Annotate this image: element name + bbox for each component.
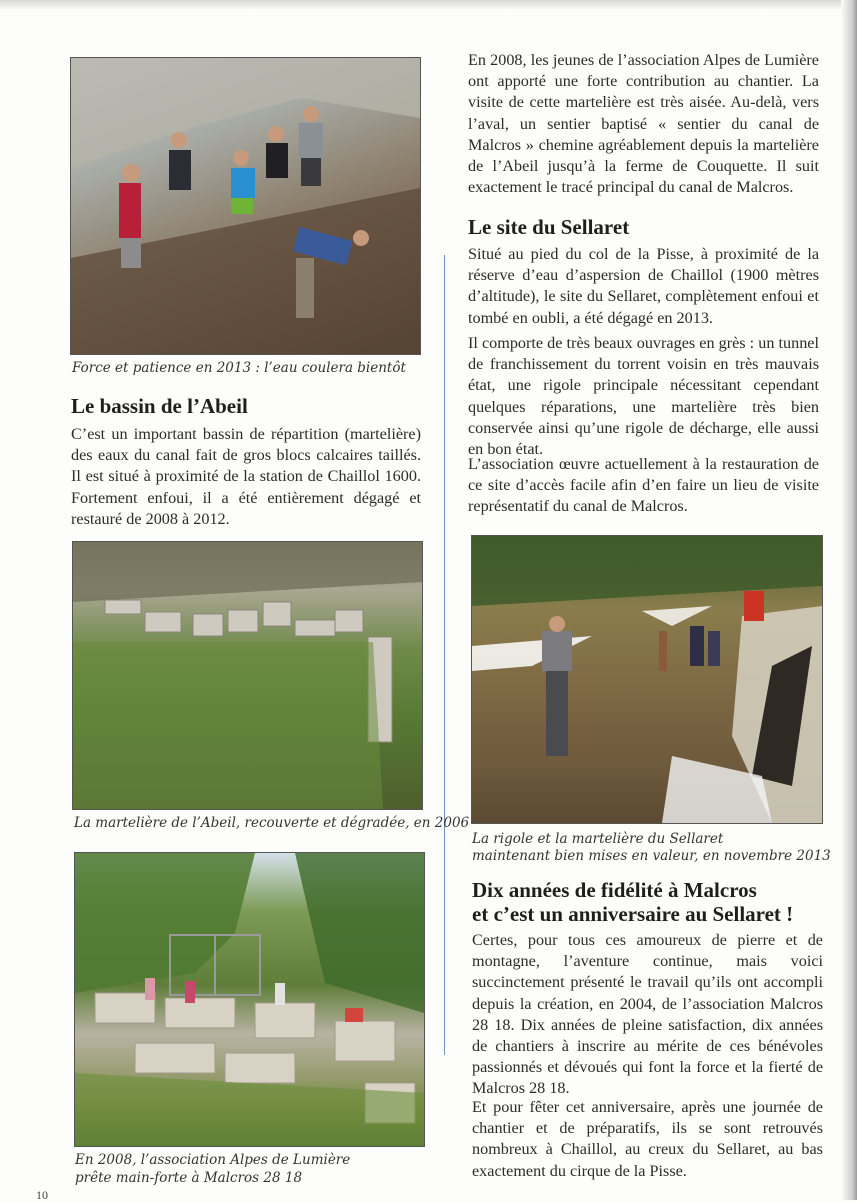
photo-alpes-de-lumiere-2008: [74, 852, 425, 1147]
dix-paragraph-1: Certes, pour tous ces amoureux de pierre et de montagne, l’aventure continue, mais voici succinctement présenté le travail qu’ils ont accompli depuis la création, en 2004, de l’association Malcros 28 18. Dix années de pleine satisfaction, dix années de chantiers à inscrire au mérite de ces bénévoles passionnés et dévoués qui font la force et la fierté de Malcros 28 18.: [472, 931, 823, 1098]
section-title-dix-line1: Dix années de fidélité à Malcros: [472, 878, 757, 902]
caption-photo2: La martelière de l’Abeil, recouverte et dégradée, en 2006: [74, 815, 470, 831]
photo-alpes-illustration: [75, 853, 424, 1146]
section-title-bassin: Le bassin de l’Abeil: [71, 394, 248, 418]
photo-rigole-illustration: [472, 536, 822, 823]
page-right-edge: [841, 0, 857, 1200]
photo-marteliere-2006: [72, 541, 423, 810]
photo-workers-slope-illustration: [71, 58, 420, 354]
caption-photo1: Force et patience en 2013 : l’eau coulera bientôt: [72, 360, 406, 376]
sellaret-paragraph-2: Il comporte de très beaux ouvrages en grès : un tunnel de franchissement du torrent voisin en très mauvais état, une rigole principale nécessitant cependant quelques réparations, une martelière très bien conservée ainsi qu’une rigole de décharge, elle aussi en bon état.: [468, 334, 819, 459]
column-divider: [444, 255, 445, 1055]
sellaret-paragraph-1: Situé au pied du col de la Pisse, à proximité de la réserve d’eau d’aspersion de Chaillol (1900 mètres d’altitude), le site du Sellaret, complètement enfoui et tombé en oubli, a été dégagé en 2013.: [468, 245, 819, 327]
bassin-paragraph: C’est un important bassin de répartition (martelière) des eaux du canal fait de gros blocs calcaires taillés. Il est situé à proximité de la station de Chaillol 1600. Fortement enfoui, il a été entièrement dégagé et restauré de 2008 à 2012.: [71, 425, 421, 528]
intro-paragraph: En 2008, les jeunes de l’association Alpes de Lumière ont apporté une forte contribution au chantier. La visite de cette martelière est très aisée. Au-delà, vers l’aval, un sentier baptisé « sentier du canal de Malcros » chemine agréablement depuis la martelière de l’Abeil jusqu’à la ferme de Couquette. Il suit exactement le tracé principal du canal de Malcros.: [468, 51, 819, 197]
sellaret-paragraph-3: L’association œuvre actuellement à la restauration de ce site d’accès facile afin d’en faire un lieu de visite représentatif du canal de Malcros.: [468, 455, 819, 516]
photo-workers-slope: [70, 57, 421, 355]
photo-marteliere-illustration: [73, 542, 422, 809]
dix-paragraph-2: Et pour fêter cet anniversaire, après une journée de chantier et de préparatifs, ils se sont retrouvés nombreux à Chaillol, au creux du Sellaret, au bas exactement du cirque de la Pisse.: [472, 1098, 823, 1180]
section-title-dix-line2: et c’est un anniversaire au Sellaret !: [472, 902, 794, 926]
caption-photo4-line1: La rigole et la martelière du Sellaret: [472, 831, 724, 847]
caption-photo4-line2: maintenant bien mises en valeur, en novembre 2013: [472, 848, 831, 864]
caption-photo3-line1: En 2008, l’association Alpes de Lumière: [75, 1152, 351, 1168]
page-number: 10: [36, 1188, 48, 1202]
photo-rigole-sellaret: [471, 535, 823, 824]
page-top-edge: [0, 0, 857, 10]
caption-photo3-line2: prête main-forte à Malcros 28 18: [75, 1170, 303, 1186]
section-title-sellaret: Le site du Sellaret: [468, 215, 630, 239]
